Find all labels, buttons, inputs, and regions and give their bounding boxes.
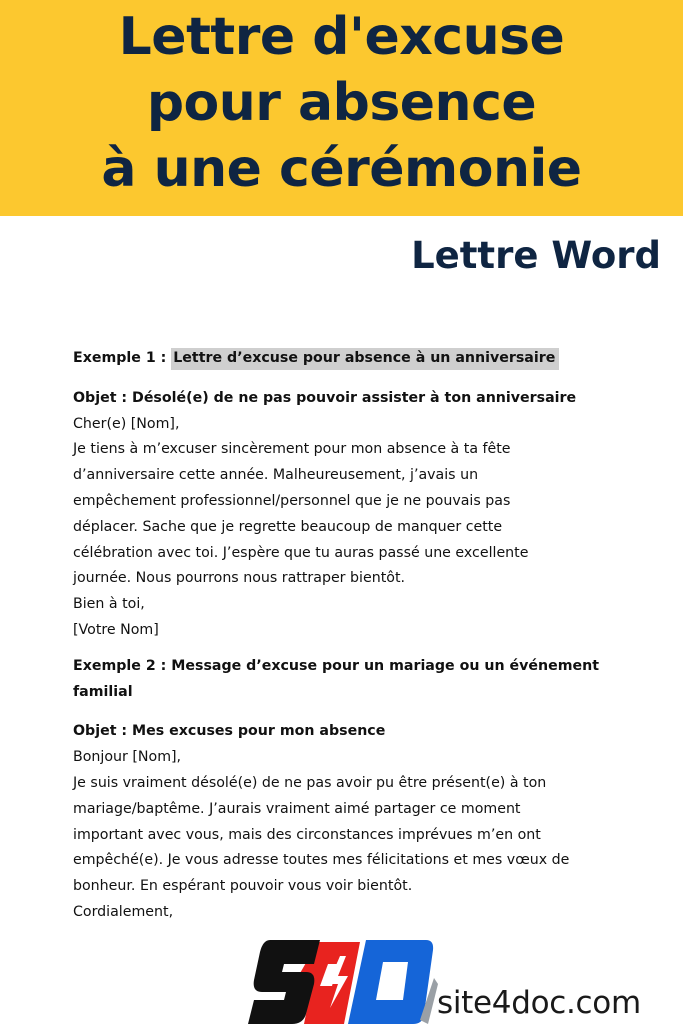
example-2-greeting: Bonjour [Nom],: [73, 749, 182, 766]
example-1-body-line: d’anniversaire cette année. Malheureusement, j’avais un: [73, 467, 479, 484]
example-1-body-line: Je tiens à m’excuser sincèrement pour mon absence à ta fête: [73, 441, 511, 458]
example-1-closing: Bien à toi,: [73, 596, 145, 613]
subtitle: Lettre Word: [411, 234, 661, 277]
example-1-label: Exemple 1 :: [73, 350, 172, 366]
title-banner: [0, 0, 683, 216]
example-2-body-line: important avec vous, mais des circonstances imprévues m’en ont: [73, 826, 541, 843]
example-1-body-line: célébration avec toi. J’espère que tu auras passé une excellente: [73, 544, 529, 561]
example-2-heading-line-2: familial: [73, 683, 133, 700]
page-title: [0, 4, 683, 202]
title-line-1: Lettre d'excuse: [118, 7, 565, 67]
title-line-2: pour absence: [146, 73, 537, 133]
example-1-body-line: journée. Nous pourrons nous rattraper bientôt.: [73, 570, 406, 587]
example-2-closing: Cordialement,: [73, 903, 174, 920]
example-2-body-line: bonheur. En espérant pouvoir vous voir bientôt.: [73, 878, 413, 895]
example-2-body-line: mariage/baptême. J’aurais vraiment aimé partager ce moment: [73, 800, 521, 817]
example-1-subject: Objet : Désolé(e) de ne pas pouvoir assister à ton anniversaire: [73, 389, 577, 406]
title-line-3: à une cérémonie: [101, 139, 582, 199]
example-1-body-line: déplacer. Sache que je regrette beaucoup de manquer cette: [73, 518, 503, 535]
site-name: site4doc.com: [437, 985, 641, 1021]
example-2-heading-line-1: Exemple 2 : Message d’excuse pour un mariage ou un événement: [73, 657, 600, 674]
example-1-body-line: empêchement professionnel/personnel que je ne pouvais pas: [73, 492, 511, 509]
example-1-signature: [Votre Nom]: [73, 621, 159, 638]
example-1-heading: [73, 346, 613, 372]
example-1-greeting: Cher(e) [Nom],: [73, 415, 180, 432]
example-2-body-line: empêché(e). Je vous adresse toutes mes félicitations et mes vœux de: [73, 852, 570, 869]
document-body: [73, 346, 613, 926]
site4doc-logo: [248, 934, 438, 1024]
example-2-body-line: Je suis vraiment désolé(e) de ne pas avoir pu être présent(e) à ton: [73, 774, 547, 791]
example-2-subject: Objet : Mes excuses pour mon absence: [73, 723, 386, 740]
example-1-title: Lettre d’excuse pour absence à un anniversaire: [171, 348, 559, 370]
